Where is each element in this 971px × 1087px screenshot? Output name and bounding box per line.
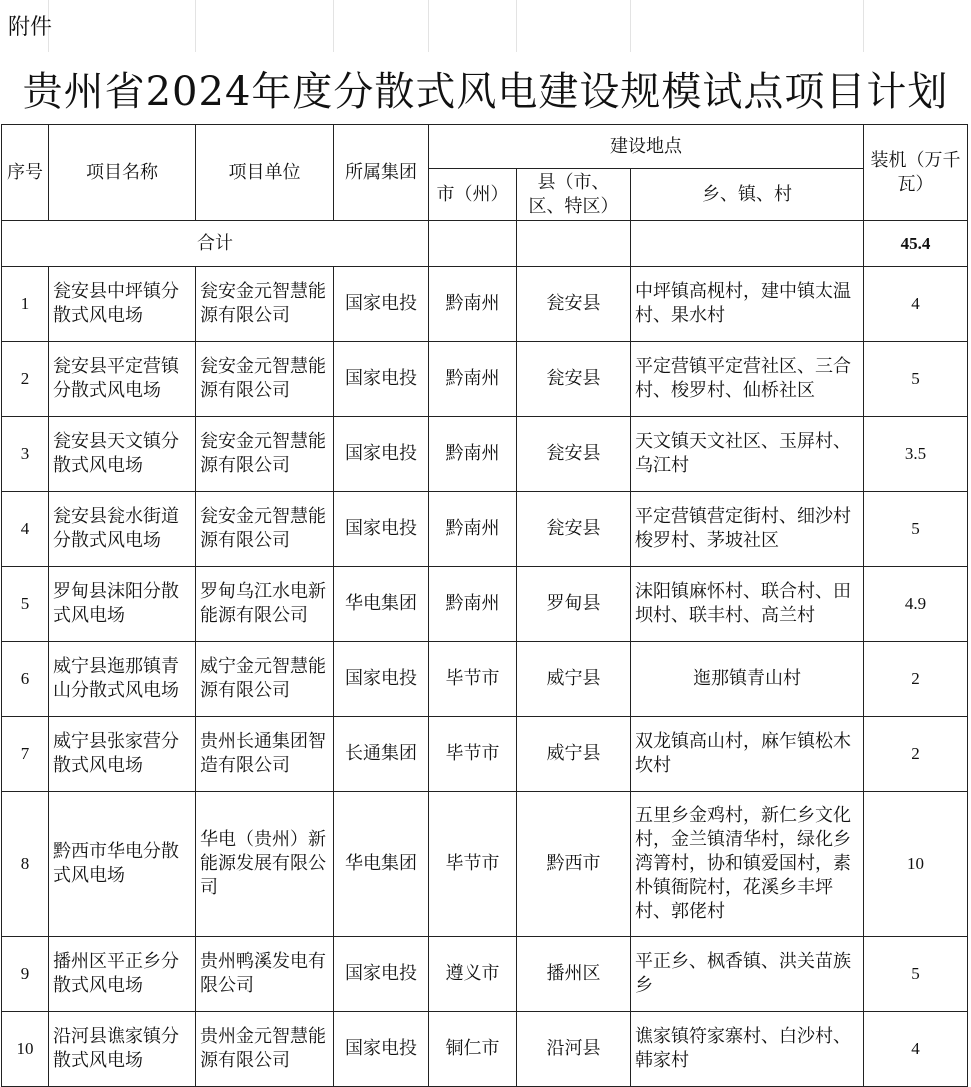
cell-seq: 1 — [2, 267, 49, 342]
cell-township: 谯家镇符家寨村、白沙村、韩家村 — [631, 1012, 864, 1087]
cell-group: 长通集团 — [334, 717, 429, 792]
cell-capacity: 2 — [864, 717, 968, 792]
cell-capacity: 5 — [864, 937, 968, 1012]
cell-project-unit: 瓮安金元智慧能源有限公司 — [196, 342, 334, 417]
cell-project-name: 沿河县谯家镇分散式风电场 — [49, 1012, 196, 1087]
cell-project-unit: 瓮安金元智慧能源有限公司 — [196, 417, 334, 492]
cell-project-unit: 瓮安金元智慧能源有限公司 — [196, 492, 334, 567]
cell-township: 平正乡、枫香镇、洪关苗族乡 — [631, 937, 864, 1012]
cell-city: 遵义市 — [429, 937, 517, 1012]
cell-township: 双龙镇高山村，麻乍镇松木坎村 — [631, 717, 864, 792]
cell-project-name: 罗甸县沫阳分散式风电场 — [49, 567, 196, 642]
table-row — [2, 792, 968, 937]
cell-project-unit: 贵州金元智慧能源有限公司 — [196, 1012, 334, 1087]
table-row — [2, 717, 968, 792]
table-row — [2, 267, 968, 342]
cell-township: 中坪镇高枧村，建中镇太温村、果水村 — [631, 267, 864, 342]
cell-group: 华电集团 — [334, 792, 429, 937]
attachment-label: 附件 — [8, 15, 53, 40]
cell-city: 黔南州 — [429, 492, 517, 567]
cell-seq: 3 — [2, 417, 49, 492]
cell-project-unit: 瓮安金元智慧能源有限公司 — [196, 267, 334, 342]
cell-group: 华电集团 — [334, 567, 429, 642]
cell-city: 毕节市 — [429, 792, 517, 937]
table-row — [2, 417, 968, 492]
cell-city: 铜仁市 — [429, 1012, 517, 1087]
cell-seq: 6 — [2, 642, 49, 717]
document-title: 贵州省2024年度分散式风电建设规模试点项目计划 — [22, 69, 949, 115]
total-label: 合计 — [2, 221, 429, 267]
cell-project-name: 瓮安县平定营镇分散式风电场 — [49, 342, 196, 417]
cell-seq: 7 — [2, 717, 49, 792]
cell-city: 黔南州 — [429, 567, 517, 642]
header-capacity: 装机（万千瓦） — [864, 125, 968, 221]
header-project-unit: 项目单位 — [196, 125, 334, 221]
total-capacity: 45.4 — [864, 221, 968, 267]
header-seq: 序号 — [2, 125, 49, 221]
cell-group: 国家电投 — [334, 267, 429, 342]
cell-city: 毕节市 — [429, 717, 517, 792]
cell-project-name: 黔西市华电分散式风电场 — [49, 792, 196, 937]
cell-project-name: 瓮安县瓮水街道分散式风电场 — [49, 492, 196, 567]
cell-county: 威宁县 — [517, 642, 631, 717]
cell-township: 沫阳镇麻怀村、联合村、田坝村、联丰村、高兰村 — [631, 567, 864, 642]
cell-seq: 4 — [2, 492, 49, 567]
cell-township: 平定营镇平定营社区、三合村、梭罗村、仙桥社区 — [631, 342, 864, 417]
cell-group: 国家电投 — [334, 937, 429, 1012]
cell-county: 瓮安县 — [517, 492, 631, 567]
cell-county: 沿河县 — [517, 1012, 631, 1087]
cell-county: 瓮安县 — [517, 417, 631, 492]
cell-county: 罗甸县 — [517, 567, 631, 642]
total-empty-city — [429, 221, 517, 267]
cell-county: 瓮安县 — [517, 342, 631, 417]
cell-project-unit: 威宁金元智慧能源有限公司 — [196, 642, 334, 717]
cell-county: 瓮安县 — [517, 267, 631, 342]
cell-capacity: 5 — [864, 342, 968, 417]
table-row — [2, 342, 968, 417]
header-project-name: 项目名称 — [49, 125, 196, 221]
cell-project-name: 威宁县迤那镇青山分散式风电场 — [49, 642, 196, 717]
cell-seq: 10 — [2, 1012, 49, 1087]
header-township: 乡、镇、村 — [631, 169, 864, 221]
table-row — [2, 642, 968, 717]
cell-project-unit: 贵州长通集团智造有限公司 — [196, 717, 334, 792]
table-row — [2, 567, 968, 642]
cell-project-name: 瓮安县天文镇分散式风电场 — [49, 417, 196, 492]
cell-group: 国家电投 — [334, 342, 429, 417]
header-location: 建设地点 — [429, 125, 864, 169]
cell-county: 黔西市 — [517, 792, 631, 937]
cell-capacity: 3.5 — [864, 417, 968, 492]
cell-city: 黔南州 — [429, 417, 517, 492]
cell-capacity: 10 — [864, 792, 968, 937]
table-row — [2, 492, 968, 567]
cell-seq: 5 — [2, 567, 49, 642]
cell-city: 黔南州 — [429, 342, 517, 417]
cell-capacity: 4 — [864, 1012, 968, 1087]
cell-city: 毕节市 — [429, 642, 517, 717]
cell-capacity: 4 — [864, 267, 968, 342]
cell-seq: 8 — [2, 792, 49, 937]
cell-county: 威宁县 — [517, 717, 631, 792]
cell-capacity: 4.9 — [864, 567, 968, 642]
cell-project-unit: 贵州鸭溪发电有限公司 — [196, 937, 334, 1012]
cell-capacity: 2 — [864, 642, 968, 717]
cell-group: 国家电投 — [334, 1012, 429, 1087]
cell-city: 黔南州 — [429, 267, 517, 342]
cell-capacity: 5 — [864, 492, 968, 567]
cell-project-name: 威宁县张家营分散式风电场 — [49, 717, 196, 792]
cell-group: 国家电投 — [334, 417, 429, 492]
table-row — [2, 937, 968, 1012]
cell-project-unit: 华电（贵州）新能源发展有限公司 — [196, 792, 334, 937]
cell-township: 迤那镇青山村 — [631, 642, 864, 717]
cell-group: 国家电投 — [334, 492, 429, 567]
total-empty-county — [517, 221, 631, 267]
cell-project-name: 播州区平正乡分散式风电场 — [49, 937, 196, 1012]
cell-seq: 9 — [2, 937, 49, 1012]
cell-county: 播州区 — [517, 937, 631, 1012]
cell-township: 平定营镇营定街村、细沙村梭罗村、茅坡社区 — [631, 492, 864, 567]
cell-seq: 2 — [2, 342, 49, 417]
table-row — [2, 1012, 968, 1087]
total-empty-township — [631, 221, 864, 267]
cell-project-name: 瓮安县中坪镇分散式风电场 — [49, 267, 196, 342]
header-county: 县（市、区、特区） — [517, 169, 631, 221]
cell-group: 国家电投 — [334, 642, 429, 717]
project-plan-table — [1, 124, 968, 1087]
header-group: 所属集团 — [334, 125, 429, 221]
cell-project-unit: 罗甸乌江水电新能源有限公司 — [196, 567, 334, 642]
header-city: 市（州） — [429, 169, 517, 221]
cell-township: 天文镇天文社区、玉屏村、乌江村 — [631, 417, 864, 492]
total-row — [2, 221, 968, 267]
cell-township: 五里乡金鸡村，新仁乡文化村，金兰镇清华村，绿化乡湾箐村，协和镇爱国村，素朴镇衙院村，花溪乡丰坪村、郭佬村 — [631, 792, 864, 937]
